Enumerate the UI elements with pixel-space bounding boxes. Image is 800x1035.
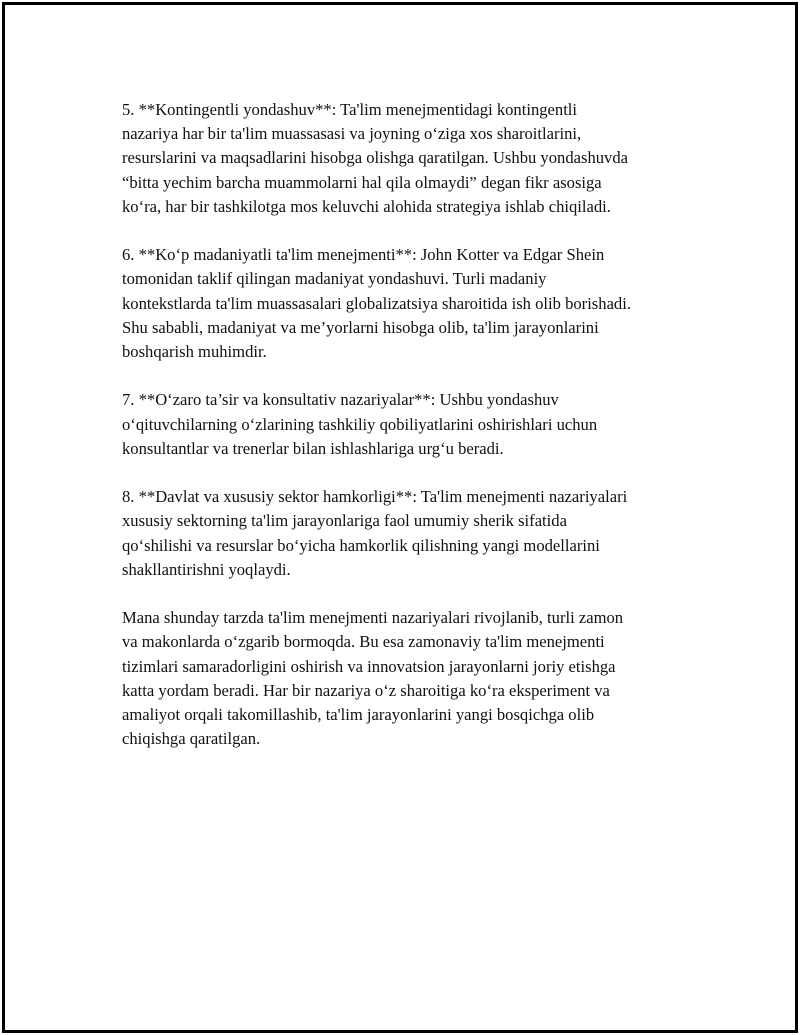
- paragraph-public-private-partnership: 8. **Davlat va xususiy sektor hamkorligi**: Ta'lim menejmenti nazariyalari xususiy sektorning ta'lim jarayonlariga faol umumiy sherik sifatida qo‘shilishi va resurslar bo‘yicha hamkorlik qilishning yangi modellarini shakllantirishni yoqlaydi.: [122, 487, 628, 579]
- paragraph-multicultural-management: 6. **Ko‘p madaniyatli ta'lim menejmenti**: John Kotter va Edgar Shein tomonidan taklif qilingan madaniyat yondashuvi. Turli madaniy kontekstlarda ta'lim muassasalari globalizatsiya sharoitida ish olib borishadi. Shu sababli, madaniyat va me’yorlarni hisobga olib, ta'lim jarayonlarini boshqarish muhimdir.: [122, 245, 631, 362]
- page-frame: [2, 2, 798, 1033]
- page-content: [122, 98, 697, 776]
- paragraph-conclusion: Mana shunday tarzda ta'lim menejmenti nazariyalari rivojlanib, turli zamon va makonlarda o‘zgarib bormoqda. Bu esa zamonaviy ta'lim menejmenti tizimlari samaradorligini oshirish va innovatsion jarayonlarni joriy etishga katta yordam beradi. Har bir nazariya o‘z sharoitiga ko‘ra eksperiment va amaliyot orqali takomillashib, ta'lim jarayonlarini yangi bosqichga olib chiqishga qaratilgan.: [122, 608, 624, 749]
- paragraph-consultative-theories: 7. **O‘zaro ta’sir va konsultativ nazariyalar**: Ushbu yondashuv o‘qituvchilarning o‘zlarining tashkiliy qobiliyatlarini oshirishlari uchun konsultantlar va trenerlar bilan ishlashlariga urg‘u beradi.: [122, 390, 598, 458]
- paragraph-contingency-approach: 5. **Kontingentli yondashuv**: Ta'lim menejmentidagi kontingentli nazariya har bir ta'lim muassasasi va joyning o‘ziga xos sharoitlarini, resurslarini va maqsadlarini hisobga olishga qaratilgan. Ushbu yondashuvda “bitta yechim barcha muammolarni hal qila olmaydi” degan fikr asosiga ko‘ra, har bir tashkilotga mos keluvchi alohida strategiya ishlab chiqiladi.: [122, 100, 628, 216]
